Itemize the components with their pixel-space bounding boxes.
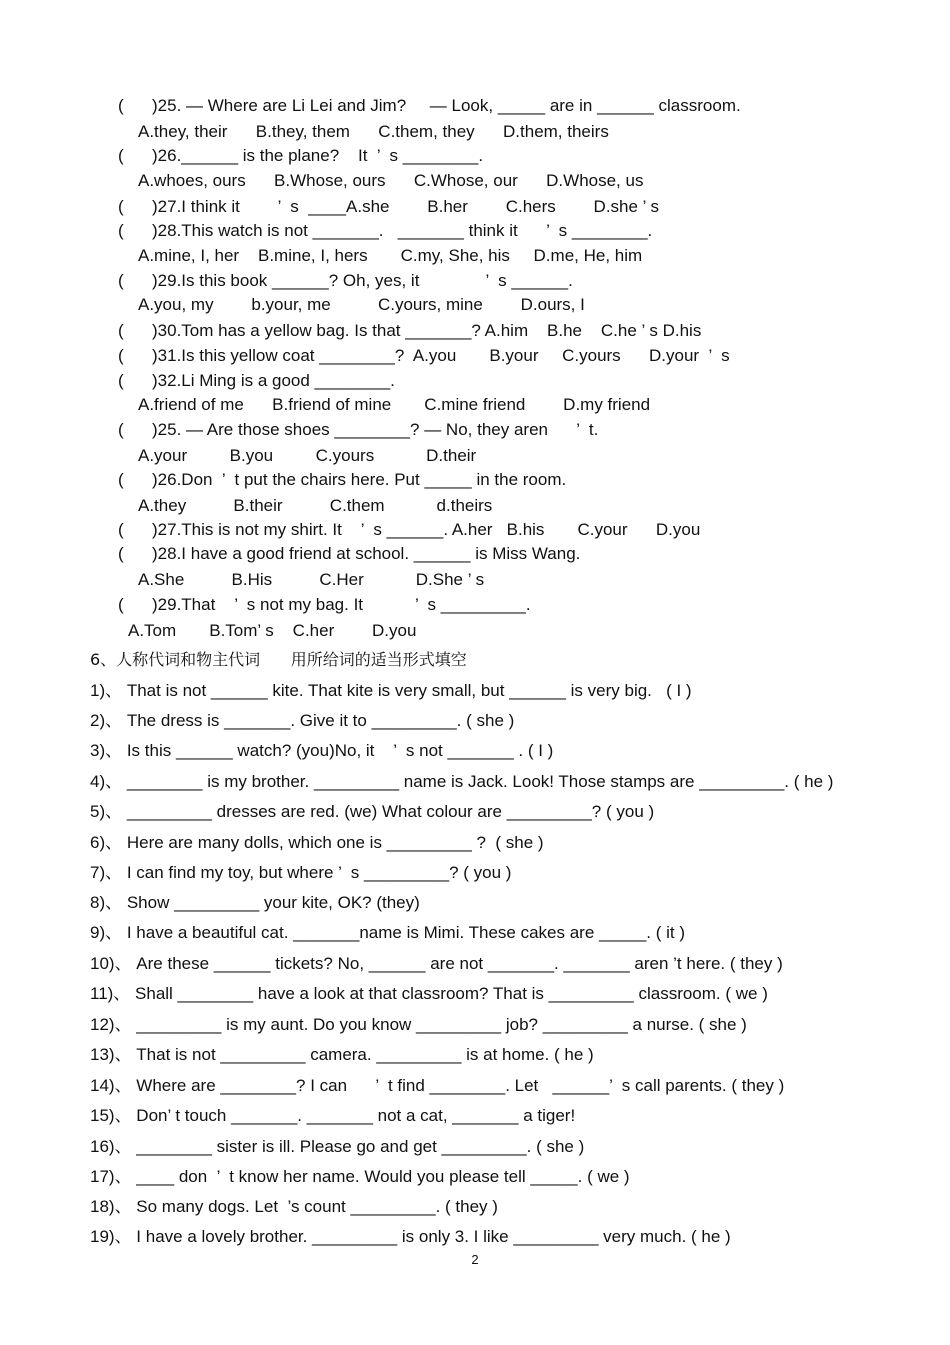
fill-question: 9)、 I have a beautiful cat. _______name is Mimi. These cakes are _____. ( it ) [90,923,685,942]
fill-question: 3)、 Is this ______ watch? (you)No, it ’ s not _______ . ( I ) [90,741,554,760]
question-line: ( )27.This is not my shirt. It ’ s ______. A.her B.his C.your D.you [118,520,701,539]
fill-question: 2)、 The dress is _______. Give it to _________. ( she ) [90,711,515,730]
question-line: ( )26.______ is the plane? It ’ s ________. [118,146,484,165]
question-line: ( )29.Is this book ______? Oh, yes, it ’ s ______. [118,271,573,290]
fill-question: 14)、 Where are ________? I can ’ t find ________. Let ______’ s call parents. ( they ) [90,1076,785,1095]
options-line: A.She B.His C.Her D.She ’ s [138,570,485,589]
fill-question: 18)、 So many dogs. Let ’s count _________. ( they ) [90,1197,498,1216]
question-line: ( )25. — Where are Li Lei and Jim? — Look, _____ are in ______ classroom. [118,96,741,115]
options-line: A.they B.their C.them d.theirs [138,496,493,515]
options-line: A.they, their B.they, them C.them, they D.them, theirs [138,122,609,141]
fill-question: 17)、 ____ don ’ t know her name. Would you please tell _____. ( we ) [90,1167,630,1186]
fill-question: 1)、 That is not ______ kite. That kite is very small, but ______ is very big. ( I ) [90,681,692,700]
question-line: ( )29.That ’ s not my bag. It ’ s _________. [118,595,531,614]
fill-question: 19)、 I have a lovely brother. _________ is only 3. I like _________ very much. ( he ) [90,1227,731,1246]
question-line: ( )32.Li Ming is a good ________. [118,371,395,390]
options-line: A.you, my b.your, me C.yours, mine D.ours, I [138,295,585,314]
options-line: A.your B.you C.yours D.their [138,446,477,465]
fill-question: 5)、 _________ dresses are red. (we) What colour are _________? ( you ) [90,802,655,821]
fill-question: 7)、 I can find my toy, but where ’ s _________? ( you ) [90,863,512,882]
fill-question: 11)、 Shall ________ have a look at that classroom? That is _________ classroom. ( we ) [90,984,768,1003]
question-line: ( )28.This watch is not _______. _______ think it ’ s ________. [118,221,653,240]
section-heading: 6、人称代词和物主代词 用所给词的适当形式填空 [90,650,467,669]
options-line: A.mine, I, her B.mine, I, hers C.my, She, his D.me, He, him [138,246,643,265]
fill-question: 15)、 Don’ t touch _______. _______ not a cat, _______ a tiger! [90,1106,576,1125]
options-line: A.whoes, ours B.Whose, ours C.Whose, our D.Whose, us [138,171,644,190]
question-line: ( )27.I think it ’ s ____A.she B.her C.hers D.she ’ s [118,197,660,216]
fill-question: 6)、 Here are many dolls, which one is _________ ? ( she ) [90,833,544,852]
question-line: ( )28.I have a good friend at school. ______ is Miss Wang. [118,544,581,563]
options-line: A.Tom B.Tom’ s C.her D.you [128,621,417,640]
fill-question: 8)、 Show _________ your kite, OK? (they) [90,893,420,912]
question-line: ( )31.Is this yellow coat ________? A.you B.your C.yours D.your ’ s [118,346,730,365]
options-line: A.friend of me B.friend of mine C.mine friend D.my friend [138,395,651,414]
fill-question: 13)、 That is not _________ camera. _________ is at home. ( he ) [90,1045,594,1064]
fill-question: 12)、 _________ is my aunt. Do you know _________ job? _________ a nurse. ( she ) [90,1015,747,1034]
fill-question: 16)、 ________ sister is ill. Please go and get _________. ( she ) [90,1137,585,1156]
question-line: ( )30.Tom has a yellow bag. Is that _______? A.him B.he C.he ’ s D.his [118,321,702,340]
fill-question: 10)、 Are these ______ tickets? No, ______ are not _______. _______ aren ’t here. ( they ) [90,954,783,973]
question-line: ( )26.Don ’ t put the chairs here. Put _____ in the room. [118,470,567,489]
page-number: 2 [471,1252,479,1267]
question-line: ( )25. — Are those shoes ________? — No, they aren ’ t. [118,420,599,439]
fill-question: 4)、 ________ is my brother. _________ name is Jack. Look! Those stamps are _________. ( he ) [90,772,834,791]
